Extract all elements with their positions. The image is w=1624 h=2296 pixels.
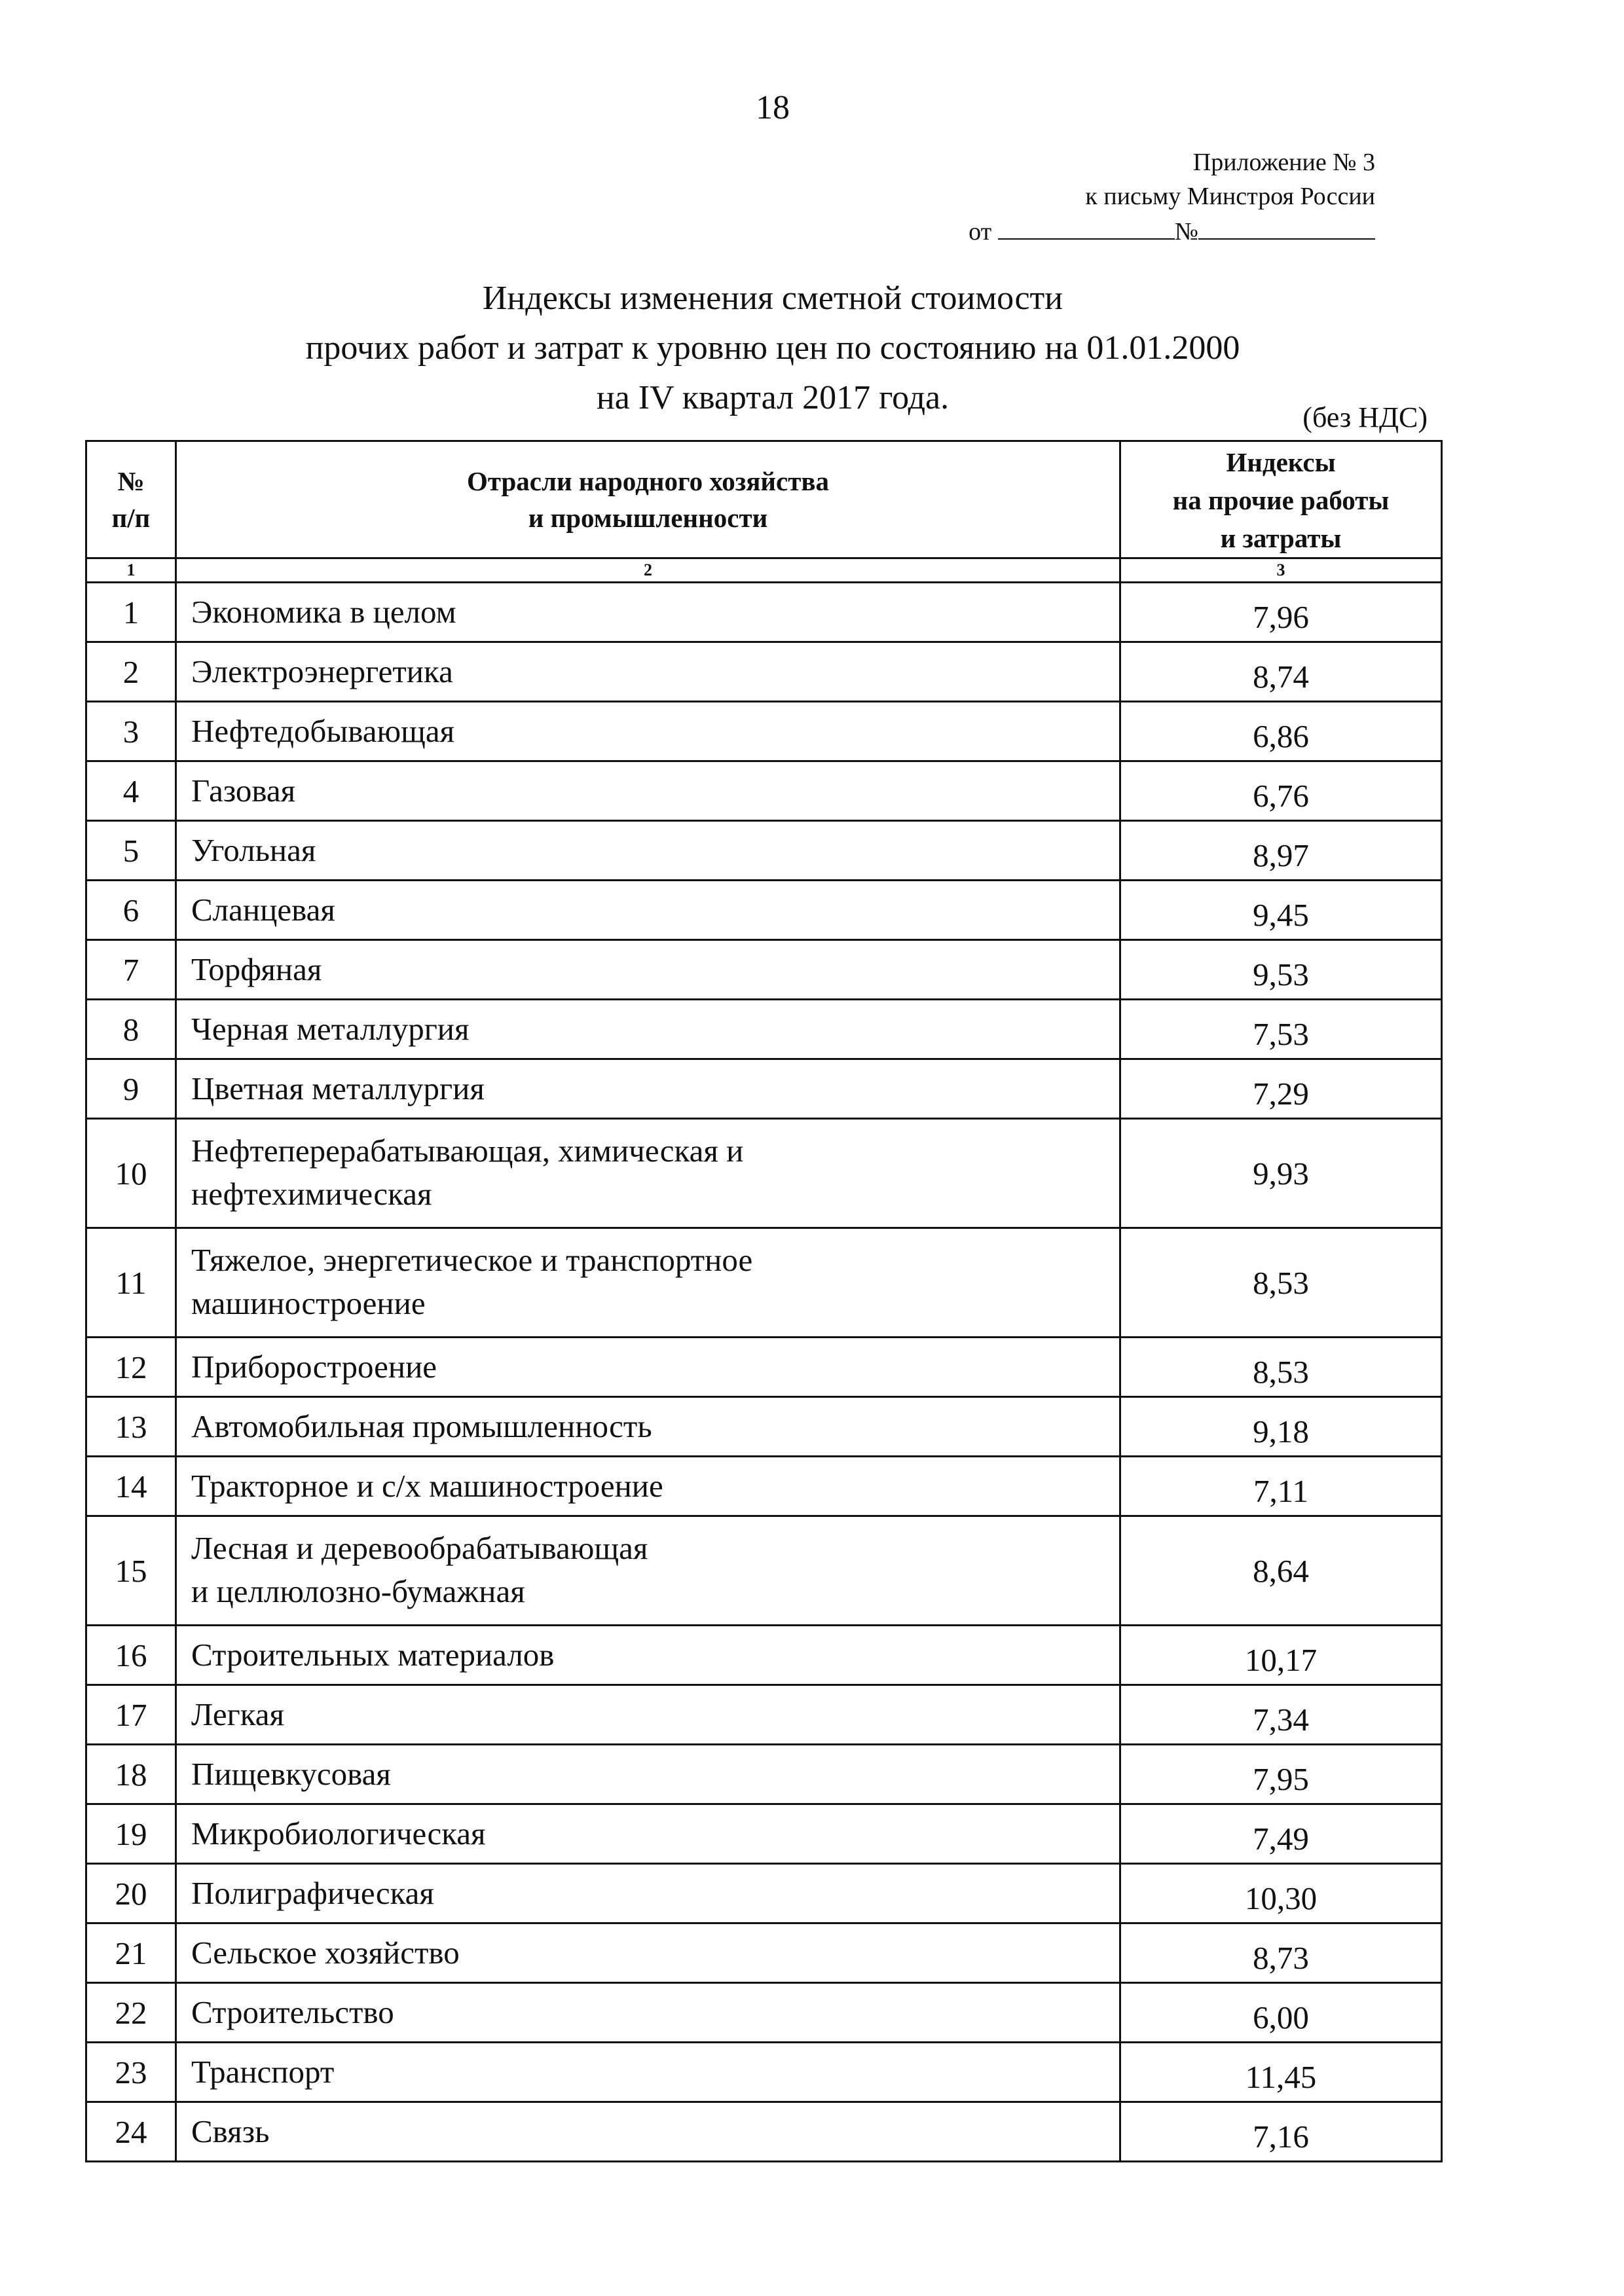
row-number: 16 [86, 1626, 176, 1685]
number-blank [1198, 213, 1375, 240]
industry-name-line: Лесная и деревообрабатывающая [191, 1530, 648, 1566]
industry-name [176, 1516, 1120, 1626]
row-number: 2 [86, 642, 176, 702]
industry-name-line: Автомобильная промышленность [191, 1408, 652, 1444]
column-number: 1 [86, 558, 176, 583]
table-row [86, 940, 1442, 1000]
title-line-2: прочих работ и затрат к уровню цен по состоянию на 01.01.2000 [305, 329, 1240, 367]
industry-name-line: Тяжелое, энергетическое и транспортное [191, 1242, 753, 1278]
industry-name [176, 1000, 1120, 1059]
table-row [86, 881, 1442, 940]
industry-name [176, 1457, 1120, 1516]
row-number: 23 [86, 2043, 176, 2102]
table-row [86, 642, 1442, 702]
table-row [86, 1059, 1442, 1119]
industry-name-line: Пищевкусовая [191, 1756, 391, 1792]
index-value: 8,64 [1120, 1516, 1442, 1626]
row-number: 15 [86, 1516, 176, 1626]
column-number: 2 [176, 558, 1120, 583]
industry-name-line: Нефтедобывающая [191, 713, 455, 749]
table-row [86, 583, 1442, 642]
row-number: 21 [86, 1923, 176, 1983]
row-number: 9 [86, 1059, 176, 1119]
row-number: 8 [86, 1000, 176, 1059]
row-number: 6 [86, 881, 176, 940]
date-blank [998, 213, 1175, 240]
index-value: 7,53 [1120, 1000, 1442, 1059]
number-label: № [1174, 218, 1198, 246]
industry-name [176, 821, 1120, 881]
industry-name [176, 1059, 1120, 1119]
industry-name [176, 583, 1120, 642]
row-number: 14 [86, 1457, 176, 1516]
row-number: 7 [86, 940, 176, 1000]
header-index: Индексы на прочие работы и затраты [1120, 441, 1442, 558]
industry-name [176, 2043, 1120, 2102]
row-number: 20 [86, 1864, 176, 1923]
industry-name-line: Черная металлургия [191, 1011, 470, 1047]
industry-name-line: Приборостроение [191, 1349, 437, 1385]
row-number: 19 [86, 1804, 176, 1864]
row-number: 12 [86, 1338, 176, 1397]
industry-name [176, 702, 1120, 761]
industry-name [176, 2102, 1120, 2162]
row-number: 1 [86, 583, 176, 642]
index-value: 10,17 [1120, 1626, 1442, 1685]
row-number: 4 [86, 761, 176, 821]
industry-name-line: Сельское хозяйство [191, 1935, 460, 1971]
table-row [86, 1119, 1442, 1228]
table-row [86, 1626, 1442, 1685]
table-body [86, 583, 1442, 2162]
index-value: 7,34 [1120, 1685, 1442, 1745]
industry-name-line: Экономика в целом [191, 594, 456, 630]
appendix-block [969, 145, 1375, 249]
industry-name [176, 1864, 1120, 1923]
table-row [86, 1864, 1442, 1923]
index-value: 6,00 [1120, 1983, 1442, 2043]
industry-name-line: Электроэнергетика [191, 653, 453, 689]
index-value: 9,53 [1120, 940, 1442, 1000]
table-row [86, 1338, 1442, 1397]
table-row [86, 1745, 1442, 1804]
table-row [86, 1804, 1442, 1864]
table-row [86, 1228, 1442, 1338]
page-number: 18 [756, 89, 790, 126]
industry-name-line: машиностроение [191, 1285, 426, 1321]
industry-name-line: Сланцевая [191, 892, 335, 928]
table-row [86, 2043, 1442, 2102]
industry-name-line: Транспорт [191, 2054, 335, 2090]
index-value: 11,45 [1120, 2043, 1442, 2102]
appendix-date-line [969, 213, 1375, 249]
row-number: 22 [86, 1983, 176, 2043]
row-number: 11 [86, 1228, 176, 1338]
industry-name [176, 1983, 1120, 2043]
industry-name-line: и целлюлозно-бумажная [191, 1573, 525, 1609]
industry-name [176, 1745, 1120, 1804]
industry-name-line: Легкая [191, 1696, 285, 1732]
title-line-3: на IV квартал 2017 года. [596, 379, 950, 416]
from-label: от [969, 218, 992, 246]
table-row [86, 2102, 1442, 2162]
index-value: 7,96 [1120, 583, 1442, 642]
industry-name [176, 1397, 1120, 1457]
industry-name-line: Нефтеперерабатывающая, химическая и [191, 1133, 744, 1169]
index-value: 8,53 [1120, 1338, 1442, 1397]
industry-name-line: Связь [191, 2113, 270, 2149]
index-table [85, 440, 1443, 2162]
industry-name [176, 761, 1120, 821]
appendix-line-1: Приложение № 3 [1192, 149, 1375, 176]
index-value: 6,76 [1120, 761, 1442, 821]
index-value: 7,29 [1120, 1059, 1442, 1119]
industry-name-line: Строительство [191, 1994, 394, 2030]
vat-note: (без НДС) [1302, 401, 1428, 433]
index-value: 8,74 [1120, 642, 1442, 702]
row-number: 24 [86, 2102, 176, 2162]
table-row [86, 1457, 1442, 1516]
column-number-row [86, 558, 1442, 583]
index-value: 7,11 [1120, 1457, 1442, 1516]
industry-name-line: Газовая [191, 773, 296, 809]
industry-name-line: Угольная [191, 832, 316, 868]
industry-name [176, 940, 1120, 1000]
row-number: 13 [86, 1397, 176, 1457]
index-value: 8,53 [1120, 1228, 1442, 1338]
row-number: 17 [86, 1685, 176, 1745]
header-number: № п/п [86, 441, 176, 558]
index-value: 9,45 [1120, 881, 1442, 940]
table-row [86, 761, 1442, 821]
industry-name [176, 1119, 1120, 1228]
industry-name [176, 1626, 1120, 1685]
industry-name-line: Цветная металлургия [191, 1070, 485, 1106]
appendix-line-2: к письму Минстроя России [1085, 183, 1375, 210]
table-row [86, 1000, 1442, 1059]
index-value: 6,86 [1120, 702, 1442, 761]
industry-name-line: Микробиологическая [191, 1815, 486, 1851]
index-value: 7,49 [1120, 1804, 1442, 1864]
table-row [86, 1983, 1442, 2043]
table-row [86, 1923, 1442, 1983]
table-row [86, 1397, 1442, 1457]
row-number: 18 [86, 1745, 176, 1804]
industry-name [176, 1685, 1120, 1745]
index-value: 8,73 [1120, 1923, 1442, 1983]
index-value: 9,93 [1120, 1119, 1442, 1228]
column-number: 3 [1120, 558, 1442, 583]
index-value: 7,95 [1120, 1745, 1442, 1804]
title-line-1: Индексы изменения сметной стоимости [482, 280, 1063, 317]
industry-name [176, 1228, 1120, 1338]
table-row [86, 821, 1442, 881]
industry-name-line: Полиграфическая [191, 1875, 434, 1911]
industry-name [176, 1338, 1120, 1397]
index-value: 10,30 [1120, 1864, 1442, 1923]
table-row [86, 1685, 1442, 1745]
industry-name-line: Тракторное и с/х машиностроение [191, 1468, 663, 1504]
industry-name [176, 1804, 1120, 1864]
row-number: 10 [86, 1119, 176, 1228]
industry-name [176, 1923, 1120, 1983]
row-number: 5 [86, 821, 176, 881]
industry-name [176, 881, 1120, 940]
table-header-row [86, 441, 1442, 558]
header-industry: Отрасли народного хозяйства и промышленности [176, 441, 1120, 558]
table-row [86, 1516, 1442, 1626]
table-row [86, 702, 1442, 761]
index-value: 9,18 [1120, 1397, 1442, 1457]
industry-name-line: Строительных материалов [191, 1637, 555, 1673]
industry-name [176, 642, 1120, 702]
index-value: 8,97 [1120, 821, 1442, 881]
industry-name-line: нефтехимическая [191, 1176, 432, 1212]
industry-name-line: Торфяная [191, 951, 322, 987]
row-number: 3 [86, 702, 176, 761]
index-value: 7,16 [1120, 2102, 1442, 2162]
